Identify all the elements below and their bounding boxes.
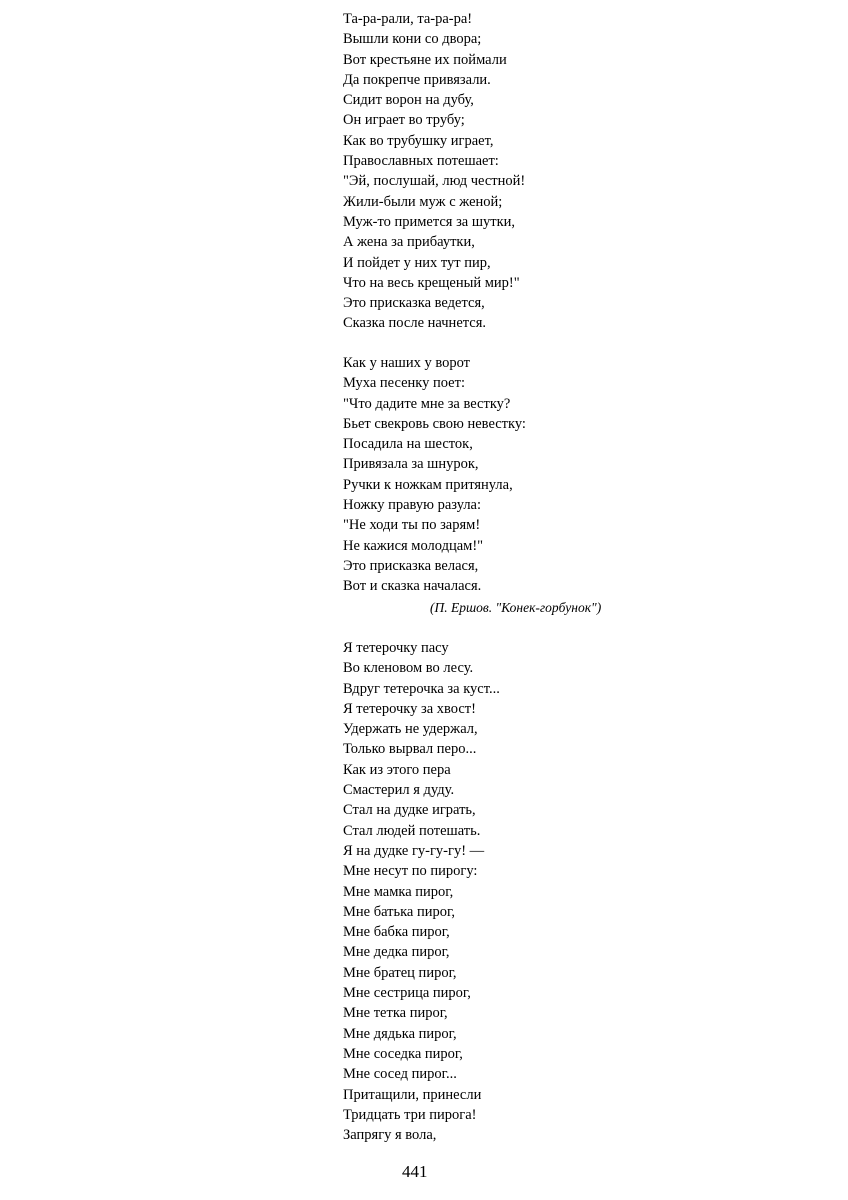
poem-stanza-1 [343, 9, 673, 334]
poem-line: Посадила на шесток, [343, 436, 473, 453]
poem-line: Муха песенку поет: [343, 375, 465, 392]
poem-line: Мне братец пирог, [343, 964, 457, 981]
page-number: 441 [402, 1162, 428, 1181]
poem-line: Как из этого пера [343, 761, 451, 778]
poem-line: Жили-были муж с женой; [343, 193, 503, 210]
poem-line: Смастерил я дуду. [343, 782, 455, 799]
poem-line: Не кажися молодцам!" [343, 537, 484, 554]
poem-line: Мне сестрица пирог, [343, 985, 471, 1002]
poem-line: Стал на дудке играть, [343, 802, 476, 819]
poem-line: Привязала за шнурок, [343, 456, 479, 473]
poem-line: Та-ра-рали, та-ра-ра! [343, 11, 473, 27]
poem-line: Как у наших у ворот [343, 355, 470, 371]
poem-line: "Что дадите мне за вестку? [343, 395, 511, 412]
poem-line: Запрягу я вола, [343, 1127, 437, 1144]
poem-line: Бьет свекровь свою невестку: [343, 415, 526, 432]
attribution: (П. Ершов. "Конек-горбунок") [430, 600, 602, 615]
poem-line: Ножку правую разула: [343, 497, 482, 514]
poem-line: Это присказка велася, [343, 557, 479, 574]
poem-line: Вот и сказка началася. [343, 578, 482, 595]
poem-line: Мне тетка пирог, [343, 1005, 448, 1022]
poem-line: Ручки к ножкам притянула, [343, 476, 513, 493]
poem-line: Да покрепче привязали. [343, 71, 491, 88]
poem-stanza-2 [343, 353, 673, 597]
poem-line: Что на весь крещеный мир!" [343, 274, 520, 291]
poem-line: Я на дудке гу-гу-гу! — [343, 842, 485, 859]
poem-line: Мне несут по пирогу: [343, 863, 478, 880]
poem-line: Это присказка ведется, [343, 295, 485, 312]
poem-line: "Эй, послушай, люд честной! [343, 173, 526, 190]
poem-line: Вот крестьяне их поймали [343, 51, 507, 68]
poem-line: И пойдет у них тут пир, [343, 254, 491, 271]
poem-line: "Не ходи ты по зарям! [343, 517, 481, 534]
poem-line: Вышли кони со двора; [343, 31, 482, 48]
poem-line: Во кленовом во лесу. [343, 660, 474, 677]
poem-line: Только вырвал перо... [343, 741, 477, 758]
poem-stanza-3 [343, 638, 673, 1145]
poem-line: Он играет во трубу; [343, 112, 465, 129]
poem-line: Православных потешает: [343, 153, 499, 170]
poem-line: Я тетерочку за хвост! [343, 700, 476, 717]
poem-line: Мне батька пирог, [343, 903, 455, 920]
poem-line: Удержать не удержал, [343, 721, 478, 738]
poem-line: Стал людей потешать. [343, 822, 481, 839]
poem-line: А жена за прибаутки, [343, 234, 475, 251]
poem-line: Мне бабка пирог, [343, 924, 450, 941]
poem-line: Сказка после начнется. [343, 315, 486, 332]
poem-line: Муж-то примется за шутки, [343, 213, 516, 230]
poem-line: Вдруг тетерочка за куст... [343, 680, 500, 697]
poem-line: Мне соседка пирог, [343, 1045, 463, 1062]
poem-line: Мне мамка пирог, [343, 883, 454, 900]
poem-line: Мне сосед пирог... [343, 1066, 457, 1083]
poem-line: Притащили, принесли [343, 1086, 482, 1103]
poem-line: Сидит ворон на дубу, [343, 92, 474, 109]
poem-line: Мне дядька пирог, [343, 1025, 457, 1042]
poem-line: Я тетерочку пасу [343, 640, 449, 656]
poem-line: Как во трубушку играет, [343, 132, 494, 149]
poem-line: Мне дедка пирог, [343, 944, 450, 961]
poem-line: Тридцать три пирога! [343, 1106, 477, 1123]
